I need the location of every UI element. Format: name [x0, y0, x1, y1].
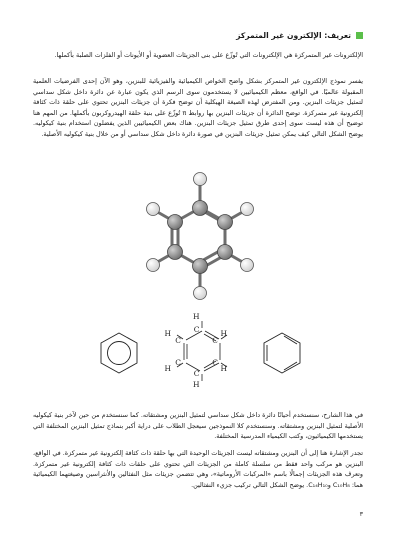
carbon-atom [218, 215, 233, 230]
hydrogen-atom [147, 259, 160, 272]
paragraph-representations: في هذا الشارح، سنستخدم أحيانًا دائرة داخل شكل سداسي لتمثيل البنزين ومشتقاته. كما سنستخدم من حين لآخر بنية كيكوليه الأصلية لتمثيل البنزين ومشتقاته. وسنستخدم كلا النموذجين سيعجل الطلاب على دراية أكبر بنماذج تمثيل البنزين المختلفة التي يستخدمها الكيميائيون، وكتب الكيمياء المدرسية المختلفة. [33, 411, 363, 441]
carbon-atom [193, 259, 208, 274]
kekule-atom-h: H [220, 329, 227, 338]
heading-text: تعريف: الإلكترون غير المتمركز [236, 31, 351, 40]
kekule-atom-h: H [164, 329, 171, 338]
kekule-atom-c: C [175, 336, 181, 345]
hydrogen-atom [241, 259, 254, 272]
benzene-ball-and-stick-figure [138, 166, 262, 306]
formula-naphthalene: C₁₀H₈ [332, 480, 350, 489]
carbon-atom [168, 245, 183, 260]
kekule-atom-c: C [212, 358, 218, 367]
benzene-skeletal-kekule [264, 333, 300, 373]
kekule-atom-c: C [193, 369, 200, 378]
hydrogen-atom [147, 203, 160, 216]
hydrogen-atom [194, 287, 207, 300]
carbon-atom [168, 215, 183, 230]
paragraph-model: يفسر نموذج الإلكترون غير المتمركز بشكل واضح الخواص الكيميائية والفيزيائية للبنزين، وهو الآن إحدى الفرضيات العلمية المقبولة عالميًا. في الواقع، معظم الكيميائيين لا يستخدمون سوى الرسم الذي يكون عبارة عن دائرة داخل شكل سداسي لتمثيل جزيئات البنزين. ومن المفترض لهذه الصيغة الهيكلية أن توضح فكرة أن جزيئات البنزين تحتوي على حلقة ذات كثافة إلكترونية غير متمركزة. توضح الدائرة أن جزيئات البنزين بها روابط π تُوزّع على بنية حلقة الهيدروكربون بأكملها. من المهم هنا توضيح أن هذه ليست سوى إحدى طرق تمثيل جزيئات البنزين. هناك بعض الكيميائيين الذين يفضلون استخدام بنية كيكوليه. يوضح الشكل التالي كيف يمكن تمثيل جزيئات البنزين في صورة دائرة داخل شكل سداسي أو من خلال بنية كيكوليه الأصلية. [33, 77, 363, 138]
conjunction-text: و [327, 480, 333, 489]
benzene-representations-figure [98, 310, 303, 388]
aromatic-text-end: . يوضح الشكل التالي تركيب جزيء النفثالين. [191, 480, 309, 489]
kekule-atom-c: C [175, 358, 181, 367]
kekule-atom-h: H [192, 380, 200, 388]
benzene-kekule-structure [164, 312, 227, 388]
hydrogen-atom [194, 173, 207, 186]
carbon-atom [218, 245, 233, 260]
green-square-icon [356, 32, 363, 39]
formula-anthracene: C₁₄H₁₀ [308, 480, 328, 489]
kekule-atom-c: C [193, 325, 200, 334]
kekule-atom-h: H [220, 364, 227, 373]
aromatic-text-start: تجدر الإشارة هنا إلى أن البنزين ومشتقاته ليست الجزيئات الوحيدة التي بها حلقة ذات كثافة إلكترونية غير متمركزة. في الواقع، البنزين هو مركب واحد فقط من سلسلة كاملة من الجزيئات التي تحتوي على حلقات ذات كثافة إلكترونية غير متمركزة. وتعرف هذه الجزيئات إجمالًا باسم «المركبات الأروماتية»، وهي تتضمن جزيئات مثل النفثالين والأنثراسين وصيغتهما الكيميائية هما: [33, 449, 363, 489]
paragraph-definition: الإلكترونات غير المتمركزة هي الإلكترونات التي تُوزّع على بنى الجزيئات العضوية أو الأيونات أو الفلزات الصلبة بأكملها. [54, 51, 363, 59]
benzene-circle-in-hexagon [101, 333, 137, 373]
carbon-atom [193, 201, 208, 216]
paragraph-aromatic [33, 448, 363, 490]
definition-heading [33, 31, 363, 40]
hydrogen-atom [241, 203, 254, 216]
kekule-atom-c: C [212, 336, 218, 345]
kekule-atom-h: H [164, 364, 171, 373]
kekule-atom-h: H [192, 312, 200, 321]
page-number: ٣ [359, 510, 363, 518]
